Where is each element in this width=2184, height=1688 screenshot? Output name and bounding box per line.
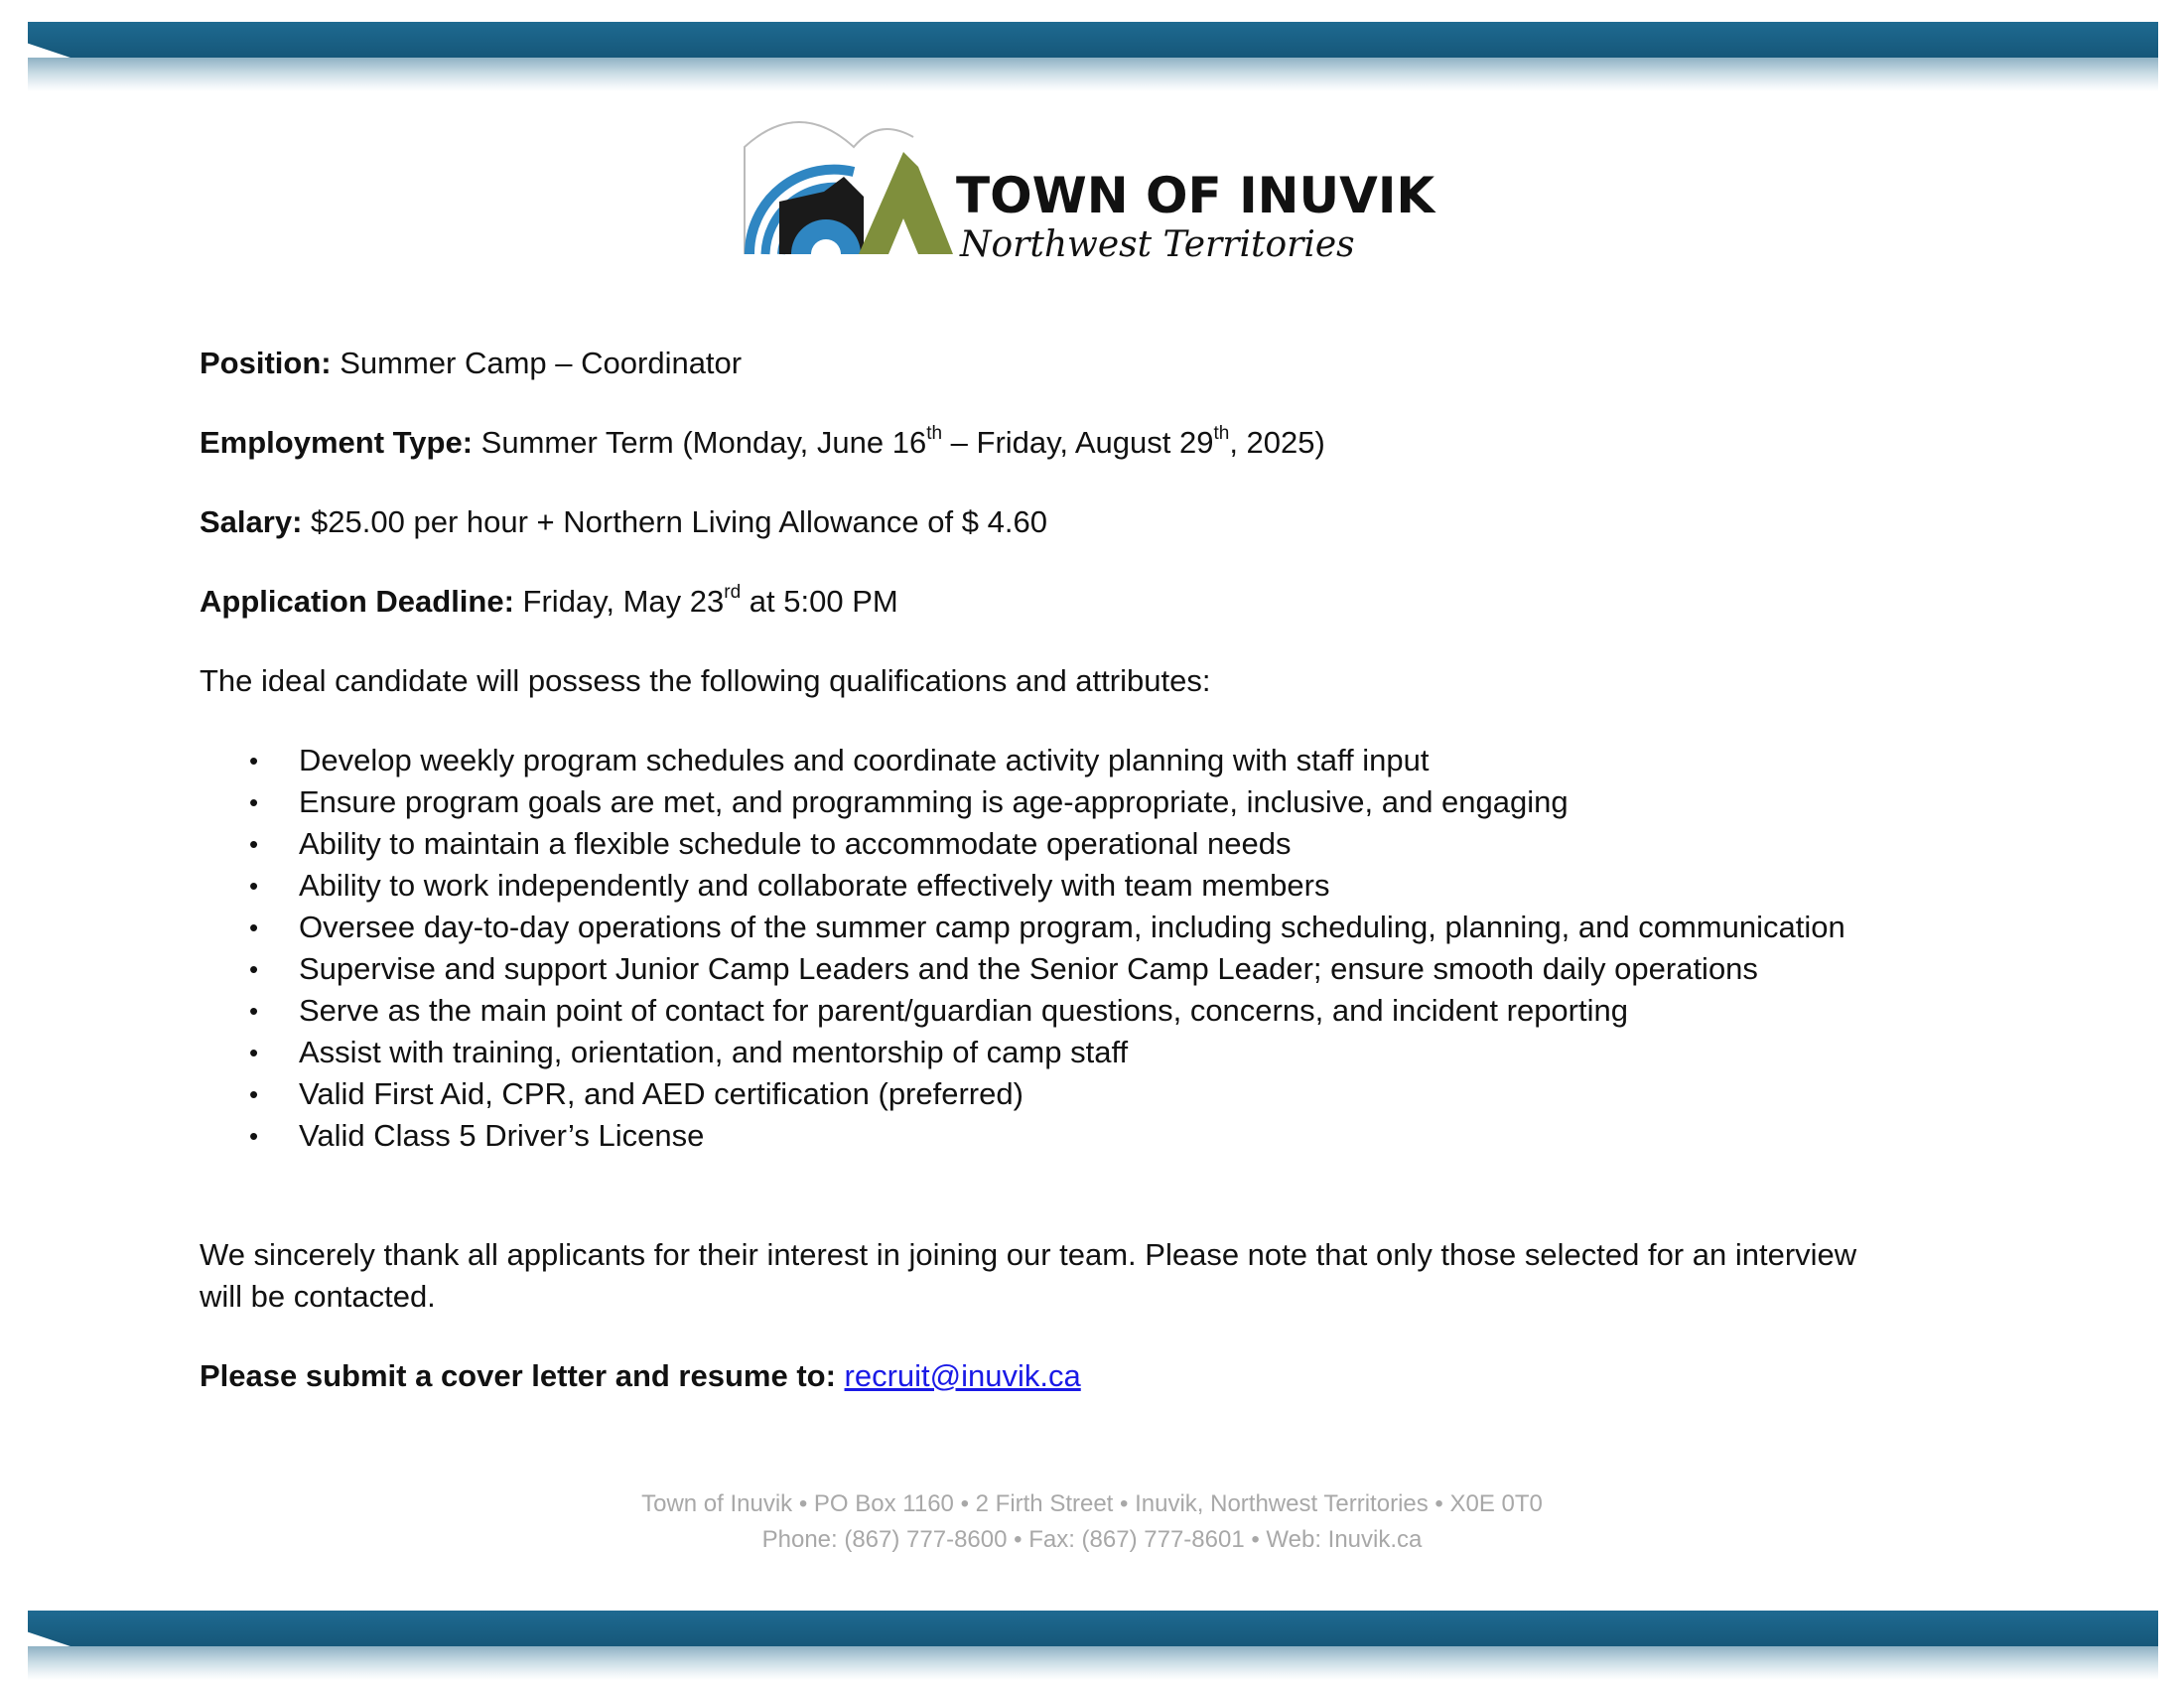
top-banner: [28, 22, 2158, 91]
employment-type-field: [200, 422, 2066, 464]
deadline-value-start: Friday, May 23: [522, 584, 725, 619]
qualification-text: Serve as the main point of contact for parent/guardian questions, concerns, and incident reporting: [299, 993, 1628, 1028]
employment-type-sup-end: th: [1213, 422, 1230, 444]
town-logo-emblem-icon: [740, 107, 958, 286]
list-item: [200, 1032, 2066, 1073]
list-item: [200, 865, 2066, 907]
bullet-icon: •: [249, 913, 259, 942]
top-banner-shade: [28, 58, 2158, 91]
qualification-text: Ensure program goals are met, and programming is age-appropriate, inclusive, and engaging: [299, 784, 1569, 819]
submit-instructions: [200, 1355, 2066, 1397]
qualification-text: Develop weekly program schedules and coordinate activity planning with staff input: [299, 743, 1430, 777]
salary-value: $25.00 per hour + Northern Living Allowance of $ 4.60: [311, 504, 1047, 539]
bullet-icon: •: [249, 954, 259, 984]
qualification-text: Oversee day-to-day operations of the summer camp program, including scheduling, planning, and communication: [299, 910, 1845, 944]
deadline-value-end: at 5:00 PM: [741, 584, 898, 619]
bullet-icon: •: [249, 871, 259, 901]
salary-label: Salary:: [200, 504, 303, 539]
list-item: [200, 1115, 2066, 1157]
logo-subtitle: Northwest Territories: [960, 224, 1355, 265]
qualification-text: Assist with training, orientation, and mentorship of camp staff: [299, 1035, 1129, 1069]
bullet-icon: •: [249, 1121, 259, 1151]
bullet-icon: •: [249, 1038, 259, 1067]
job-posting: [200, 343, 2066, 1397]
deadline-field: [200, 581, 2066, 623]
list-item: [200, 990, 2066, 1032]
position-value: Summer Camp – Coordinator: [340, 346, 743, 380]
qualification-text: Valid First Aid, CPR, and AED certification (preferred): [299, 1076, 1024, 1111]
top-banner-bar: [28, 22, 2158, 58]
submit-label: Please submit a cover letter and resume to:: [200, 1358, 836, 1393]
bottom-banner-shade: [28, 1646, 2158, 1680]
bullet-icon: •: [249, 787, 259, 817]
qualification-text: Supervise and support Junior Camp Leaders and the Senior Camp Leader; ensure smooth daily operations: [299, 951, 1758, 986]
position-field: [200, 343, 2066, 384]
bullet-icon: •: [249, 746, 259, 775]
employment-type-sup-start: th: [926, 422, 943, 444]
logo-title: TOWN OF INUVIK: [956, 167, 1435, 224]
list-item: [200, 823, 2066, 865]
deadline-label: Application Deadline:: [200, 584, 514, 619]
bullet-icon: •: [249, 996, 259, 1026]
bottom-banner: [28, 1611, 2158, 1680]
qualifications-list: [200, 740, 2066, 1157]
footer-contact: Phone: (867) 777-8600 • Fax: (867) 777-8601 • Web: Inuvik.ca: [761, 1526, 1423, 1553]
thank-you-note: We sincerely thank all applicants for their interest in joining our team. Please note that only those selected for an interview will be contacted.: [200, 1237, 1857, 1314]
list-item: [200, 781, 2066, 823]
bottom-banner-bar: [28, 1611, 2158, 1646]
list-item: [200, 740, 2066, 781]
recruit-email-link[interactable]: recruit@inuvik.ca: [844, 1358, 1081, 1393]
list-item: [200, 948, 2066, 990]
footer: [0, 1486, 2184, 1558]
employment-type-value-mid: – Friday, August 29: [942, 425, 1214, 460]
position-label: Position:: [200, 346, 332, 380]
qualification-text: Ability to maintain a flexible schedule to accommodate operational needs: [299, 826, 1292, 861]
list-item: [200, 1073, 2066, 1115]
footer-address: Town of Inuvik • PO Box 1160 • 2 Firth Street • Inuvik, Northwest Territories • X0E 0T0: [641, 1490, 1543, 1517]
deadline-sup: rd: [724, 581, 742, 603]
town-logo: [740, 107, 1435, 286]
employment-type-value-start: Summer Term (Monday, June 16: [480, 425, 927, 460]
bullet-icon: •: [249, 829, 259, 859]
qualifications-intro: The ideal candidate will possess the following qualifications and attributes:: [200, 663, 1211, 698]
list-item: [200, 907, 2066, 948]
salary-field: [200, 501, 2066, 543]
qualification-text: Valid Class 5 Driver’s License: [299, 1118, 705, 1153]
bullet-icon: •: [249, 1079, 259, 1109]
employment-type-label: Employment Type:: [200, 425, 474, 460]
employment-type-value-end: , 2025): [1229, 425, 1325, 460]
qualification-text: Ability to work independently and collaborate effectively with team members: [299, 868, 1330, 903]
